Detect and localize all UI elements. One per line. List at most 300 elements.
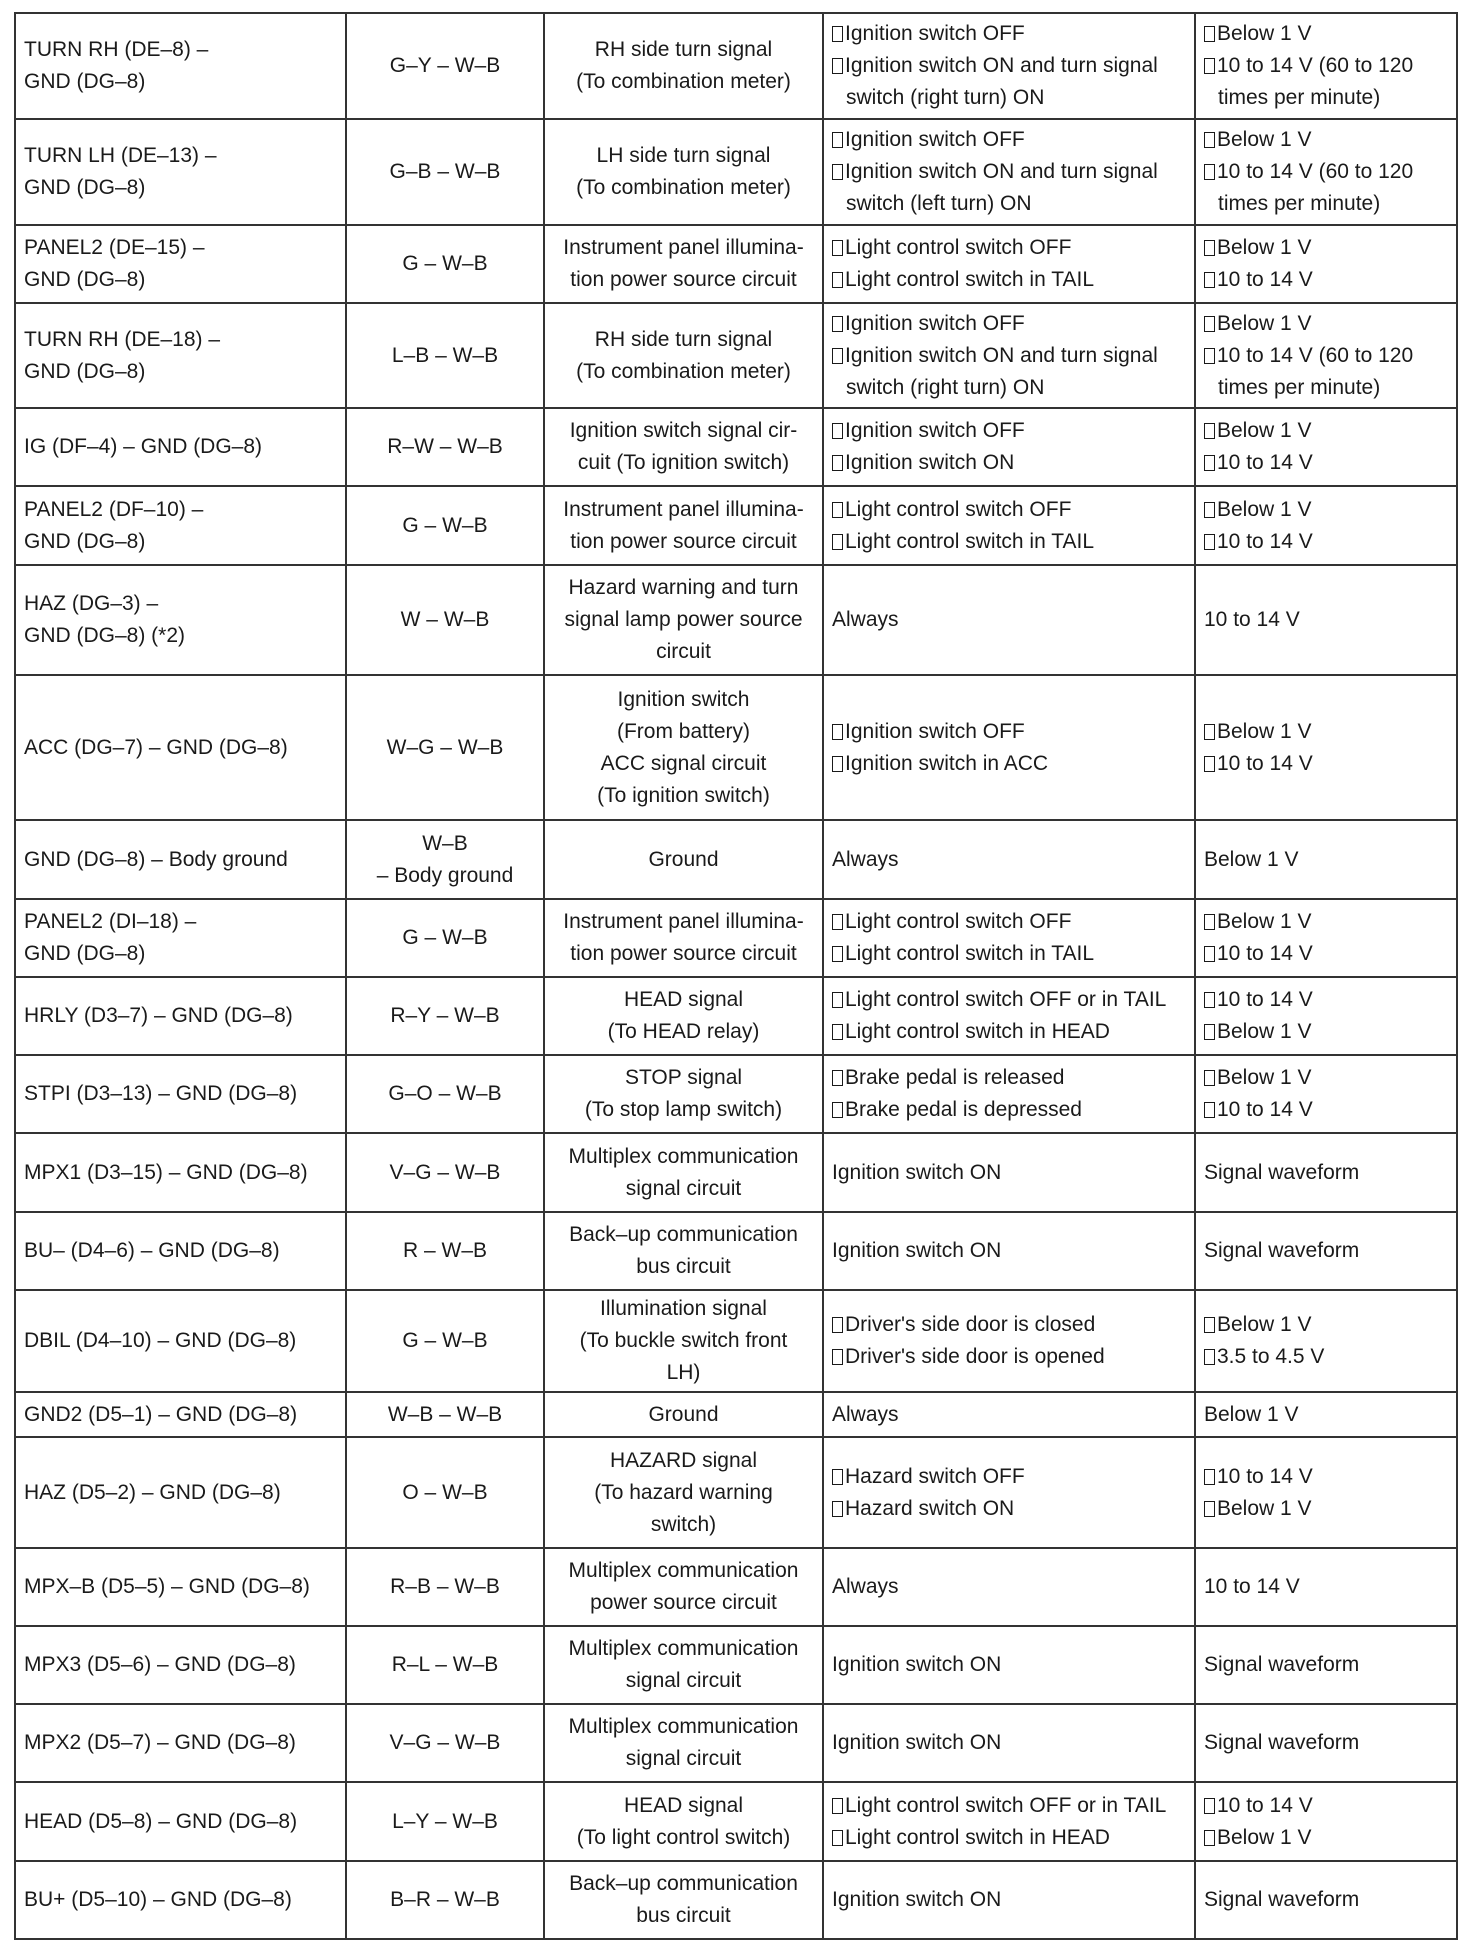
table-row [15,119,1457,224]
checkbox-icon [832,914,843,930]
terminal-cell [15,1782,346,1860]
wiring-color-text: R – W–B [402,1238,488,1262]
description-text: Multiplex communication [568,1637,799,1661]
spec-item [1204,984,1448,1016]
checkbox-icon [1204,914,1215,930]
spec-item-text: 10 to 14 V (60 to 120 times per minute) [1217,343,1414,399]
terminal-cell [15,1548,346,1626]
terminal-cell [15,1704,346,1782]
condition-item-text: Driver's side door is opened [845,1345,1105,1369]
wiring-color-text: W–G – W–B [386,735,504,759]
wiring-color-text: G–Y – W–B [389,54,501,78]
spec-text: Signal waveform [1204,1160,1360,1184]
condition-item-text: Light control switch in TAIL [845,267,1095,291]
checkbox-icon [1204,992,1215,1008]
specified-condition-cell [1195,1133,1457,1211]
checkbox-icon [832,132,843,148]
terminal-text: GND (DG–8) [24,70,146,94]
description-cell [544,486,823,564]
terminal-text: GND2 (D5–1) – GND (DG–8) [24,1402,298,1426]
condition-text: Always [832,1574,899,1598]
description-text: Ignition switch signal cir- [569,419,798,443]
table-row [15,899,1457,977]
spec-item-text: 10 to 14 V (60 to 120 times per minute) [1217,54,1414,110]
spec-item [1204,156,1448,220]
description-text: signal circuit [625,1669,742,1693]
condition-item [832,156,1186,220]
spec-item-text: 10 to 14 V [1217,751,1313,775]
checkbox-icon [832,348,843,364]
condition-cell [823,1548,1195,1626]
condition-item-text: Light control switch OFF [845,235,1072,259]
description-text: circuit [656,639,711,663]
specified-condition-cell [1195,1290,1457,1392]
spec-item-text: Below 1 V [1217,22,1312,46]
spec-item [1204,50,1448,114]
spec-item [1204,494,1448,526]
description-cell [544,303,823,408]
terminal-text: TURN RH (DE–8) – [24,38,209,62]
table-row [15,1055,1457,1133]
condition-item [832,447,1186,479]
table-row [15,1782,1457,1860]
specified-condition-cell [1195,1861,1457,1939]
spec-item [1204,1062,1448,1094]
description-text: Ground [648,1402,719,1426]
spec-item-text: Below 1 V [1217,1020,1312,1044]
description-text: RH side turn signal [594,327,773,351]
table-row [15,1212,1457,1290]
condition-item-text: Ignition switch ON and turn signal switch (left turn) ON [845,159,1158,215]
description-text: STOP signal [624,1066,743,1090]
spec-item-text: Below 1 V [1217,497,1312,521]
table-row [15,303,1457,408]
specified-condition-cell [1195,820,1457,898]
wiring-color-cell [346,303,544,408]
description-text: bus circuit [636,1254,731,1278]
condition-item [832,1016,1186,1048]
terminal-text: TURN RH (DE–18) – [24,327,221,351]
spec-item [1204,1790,1448,1822]
wiring-color-text: V–G – W–B [389,1160,501,1184]
condition-text: Ignition switch ON [832,1238,1002,1262]
terminal-text: HRLY (D3–7) – GND (DG–8) [24,1004,293,1028]
wiring-color-text: – Body ground [376,863,514,887]
condition-item [832,1062,1186,1094]
terminal-text: GND (DG–8) [24,359,146,383]
condition-text: Ignition switch ON [832,1653,1002,1677]
wiring-color-text: G – W–B [402,251,488,275]
spec-item [1204,1493,1448,1525]
condition-item [832,1493,1186,1525]
spec-item-text: 10 to 14 V [1217,988,1313,1012]
specified-condition-cell [1195,1626,1457,1704]
wiring-color-text: G – W–B [402,925,488,949]
description-text: tion power source circuit [570,267,797,291]
checkbox-icon [832,58,843,74]
wiring-color-text: W–B – W–B [387,1402,503,1426]
condition-cell [823,1704,1195,1782]
terminal-cell [15,303,346,408]
spec-item-text: Below 1 V [1217,1825,1312,1849]
spec-item-text: 10 to 14 V [1217,267,1313,291]
spec-item [1204,526,1448,558]
condition-item [832,494,1186,526]
table-row [15,977,1457,1055]
specified-condition-cell [1195,1704,1457,1782]
description-cell [544,408,823,486]
spec-item-text: 10 to 14 V [1217,1793,1313,1817]
terminal-text: IG (DF–4) – GND (DG–8) [24,435,263,459]
spec-item-text: Below 1 V [1217,127,1312,151]
condition-text: Always [832,847,899,871]
terminal-text: HAZ (DG–3) – [24,591,159,615]
condition-item [832,748,1186,780]
table-row [15,1626,1457,1704]
wiring-color-text: G – W–B [402,1329,488,1353]
table-row [15,1290,1457,1392]
description-cell [544,899,823,977]
description-text: (To stop lamp switch) [584,1098,783,1122]
checkbox-icon [1204,1469,1215,1485]
specified-condition-cell [1195,1437,1457,1547]
checkbox-icon [1204,724,1215,740]
description-text: Hazard warning and turn [568,575,799,599]
condition-text: Ignition switch ON [832,1160,1002,1184]
terminal-cell [15,119,346,224]
wiring-color-text: G–O – W–B [388,1082,502,1106]
condition-item [832,984,1186,1016]
wiring-color-cell [346,977,544,1055]
wiring-color-text: O – W–B [402,1480,488,1504]
wiring-color-text: G – W–B [402,513,488,537]
spec-item [1204,1094,1448,1126]
condition-item-text: Light control switch in HEAD [845,1020,1110,1044]
terminal-text: MPX2 (D5–7) – GND (DG–8) [24,1731,296,1755]
condition-item-text: Light control switch OFF [845,497,1072,521]
wiring-color-cell [346,119,544,224]
spec-text: Signal waveform [1204,1887,1360,1911]
wiring-color-text: B–R – W–B [390,1887,500,1911]
specified-condition-cell [1195,486,1457,564]
condition-cell [823,13,1195,119]
description-text: Multiplex communication [568,1715,799,1739]
spec-item-text: Below 1 V [1217,311,1312,335]
specified-condition-cell [1195,1212,1457,1290]
checkbox-icon [832,1024,843,1040]
terminal-cell [15,1626,346,1704]
description-text: ACC signal circuit [600,751,767,775]
specified-condition-cell [1195,13,1457,119]
description-cell [544,1782,823,1860]
checkbox-icon [1204,1024,1215,1040]
spec-text: Signal waveform [1204,1238,1360,1262]
terminal-cell [15,1133,346,1211]
checkbox-icon [832,502,843,518]
wiring-color-text: L–Y – W–B [392,1809,498,1833]
condition-cell [823,1861,1195,1939]
terminal-text: BU– (D4–6) – GND (DG–8) [24,1238,280,1262]
condition-text: Ignition switch ON [832,1887,1002,1911]
terminal-text: ACC (DG–7) – GND (DG–8) [24,735,288,759]
terminal-cell [15,977,346,1055]
terminal-cell [15,1290,346,1392]
description-text: (To buckle switch front [579,1329,788,1353]
table-row [15,675,1457,820]
wiring-color-cell [346,899,544,977]
checkbox-icon [832,1501,843,1517]
condition-item [832,264,1186,296]
description-cell [544,13,823,119]
condition-item-text: Brake pedal is released [845,1066,1065,1090]
terminal-text: HAZ (D5–2) – GND (DG–8) [24,1480,281,1504]
checkbox-icon [832,992,843,1008]
description-cell [544,1437,823,1547]
condition-item [832,415,1186,447]
description-text: signal circuit [625,1176,742,1200]
description-text: Back–up communication [569,1871,798,1895]
wiring-color-cell [346,408,544,486]
condition-cell [823,486,1195,564]
description-cell [544,1392,823,1437]
condition-item-text: Ignition switch in ACC [845,751,1049,775]
spec-item [1204,906,1448,938]
spec-item [1204,264,1448,296]
spec-item-text: Below 1 V [1217,235,1312,259]
wiring-color-text: R–Y – W–B [390,1004,500,1028]
condition-item [832,526,1186,558]
table-row [15,1437,1457,1547]
description-cell [544,1290,823,1392]
terminal-text: PANEL2 (DE–15) – [24,235,205,259]
description-cell [544,977,823,1055]
condition-cell [823,408,1195,486]
description-text: HEAD signal [623,1793,744,1817]
condition-item [832,18,1186,50]
wiring-color-cell [346,565,544,675]
wiring-color-cell [346,486,544,564]
description-text: (To combination meter) [576,175,791,199]
table-row [15,565,1457,675]
spec-item [1204,1016,1448,1048]
terminal-cell [15,675,346,820]
description-text: LH side turn signal [596,143,771,167]
terminal-text: PANEL2 (DI–18) – [24,909,197,933]
description-text: Ignition switch [617,687,750,711]
checkbox-icon [1204,1317,1215,1333]
condition-item [832,124,1186,156]
condition-text: Always [832,607,899,631]
checkbox-icon [1204,455,1215,471]
wiring-color-text: R–B – W–B [390,1574,500,1598]
terminal-text: GND (DG–8) (*2) [24,623,186,647]
checkbox-icon [832,272,843,288]
checkbox-icon [1204,1501,1215,1517]
condition-item-text: Ignition switch ON and turn signal switch (right turn) ON [845,343,1158,399]
checkbox-icon [832,1349,843,1365]
checkbox-icon [1204,423,1215,439]
condition-item [832,50,1186,114]
spec-item-text: 10 to 14 V [1217,941,1313,965]
condition-cell [823,1437,1195,1547]
checkbox-icon [1204,164,1215,180]
terminal-cell [15,1392,346,1437]
description-cell [544,1212,823,1290]
terminal-text: DBIL (D4–10) – GND (DG–8) [24,1329,297,1353]
condition-cell [823,899,1195,977]
spec-item-text: Below 1 V [1217,909,1312,933]
condition-item [832,1309,1186,1341]
checkbox-icon [1204,1830,1215,1846]
condition-item [832,232,1186,264]
description-text: Ground [648,847,719,871]
description-text: HEAD signal [623,988,744,1012]
description-text: (To hazard warning [594,1480,773,1504]
description-text: RH side turn signal [594,38,773,62]
description-text: Multiplex communication [568,1558,799,1582]
description-text: (To light control switch) [576,1825,791,1849]
condition-cell [823,119,1195,224]
spec-item [1204,716,1448,748]
terminal-text: GND (DG–8) [24,175,146,199]
checkbox-icon [832,946,843,962]
description-text: (From battery) [616,719,750,743]
description-text: Illumination signal [600,1297,767,1321]
spec-text: 10 to 14 V [1204,1574,1300,1598]
description-text: Instrument panel illumina- [563,497,804,521]
description-cell [544,225,823,303]
condition-item-text: Ignition switch OFF [845,22,1025,46]
table-row [15,1133,1457,1211]
terminal-cell [15,820,346,898]
condition-item [832,1341,1186,1373]
description-text: (To combination meter) [576,359,791,383]
spec-item-text: 10 to 14 V [1217,451,1313,475]
condition-text: Always [832,1402,899,1426]
spec-item-text: Below 1 V [1217,1313,1312,1337]
terminal-text: GND (DG–8) – Body ground [24,847,288,871]
wiring-color-cell [346,1392,544,1437]
checkbox-icon [1204,756,1215,772]
description-cell [544,1548,823,1626]
condition-item-text: Light control switch in TAIL [845,941,1095,965]
condition-item [832,340,1186,404]
table-row [15,225,1457,303]
terminal-text: GND (DG–8) [24,267,146,291]
table-row [15,820,1457,898]
terminal-cell [15,899,346,977]
terminal-cell [15,486,346,564]
checkbox-icon [1204,1070,1215,1086]
checkbox-icon [1204,240,1215,256]
specified-condition-cell [1195,675,1457,820]
spec-item [1204,748,1448,780]
condition-cell [823,565,1195,675]
terminal-cell [15,408,346,486]
wiring-color-text: R–W – W–B [387,435,503,459]
condition-item [832,308,1186,340]
spec-item-text: 10 to 14 V [1217,1098,1313,1122]
checkbox-icon [832,455,843,471]
wiring-color-cell [346,1704,544,1782]
condition-cell [823,1392,1195,1437]
wiring-color-text: R–L – W–B [391,1653,499,1677]
checkbox-icon [1204,1349,1215,1365]
specified-condition-cell [1195,119,1457,224]
checkbox-icon [832,240,843,256]
condition-cell [823,1290,1195,1392]
condition-cell [823,1133,1195,1211]
condition-item-text: Light control switch OFF [845,909,1072,933]
description-text: signal lamp power source [564,607,803,631]
terminal-text: MPX3 (D5–6) – GND (DG–8) [24,1653,296,1677]
checkbox-icon [1204,58,1215,74]
description-cell [544,820,823,898]
terminal-text: GND (DG–8) [24,529,146,553]
spec-item [1204,308,1448,340]
terminal-text: HEAD (D5–8) – GND (DG–8) [24,1809,298,1833]
checkbox-icon [832,1798,843,1814]
checkbox-icon [832,1469,843,1485]
description-text: (To combination meter) [576,70,791,94]
condition-item [832,938,1186,970]
description-cell [544,1704,823,1782]
condition-item-text: Light control switch OFF or in TAIL [845,1793,1167,1817]
description-cell [544,675,823,820]
specified-condition-cell [1195,1055,1457,1133]
spec-text: Signal waveform [1204,1653,1360,1677]
description-cell [544,1861,823,1939]
spec-text: Below 1 V [1204,847,1299,871]
condition-item-text: Hazard switch ON [845,1496,1015,1520]
description-text: switch) [650,1512,717,1536]
spec-item-text: Below 1 V [1217,1496,1312,1520]
condition-item [832,716,1186,748]
condition-item-text: Ignition switch OFF [845,419,1025,443]
terminal-cell [15,13,346,119]
spec-text: Signal waveform [1204,1731,1360,1755]
checkbox-icon [1204,534,1215,550]
spec-item [1204,1822,1448,1854]
condition-cell [823,1055,1195,1133]
spec-item [1204,415,1448,447]
condition-cell [823,303,1195,408]
checkbox-icon [1204,316,1215,332]
spec-item-text: 3.5 to 4.5 V [1217,1345,1325,1369]
checkbox-icon [832,26,843,42]
condition-item [832,1822,1186,1854]
condition-cell [823,1212,1195,1290]
wiring-color-text: W – W–B [400,607,490,631]
condition-item [832,906,1186,938]
spec-item [1204,1461,1448,1493]
spec-item [1204,1341,1448,1373]
wiring-color-cell [346,225,544,303]
checkbox-icon [832,1317,843,1333]
wiring-color-cell [346,1626,544,1704]
spec-item [1204,18,1448,50]
description-text: tion power source circuit [570,529,797,553]
terminal-text: BU+ (D5–10) – GND (DG–8) [24,1887,292,1911]
table-row [15,1392,1457,1437]
condition-cell [823,820,1195,898]
condition-cell [823,1782,1195,1860]
description-text: Back–up communication [569,1222,798,1246]
checkbox-icon [1204,1798,1215,1814]
condition-cell [823,977,1195,1055]
checkbox-icon [1204,348,1215,364]
wiring-color-cell [346,1055,544,1133]
